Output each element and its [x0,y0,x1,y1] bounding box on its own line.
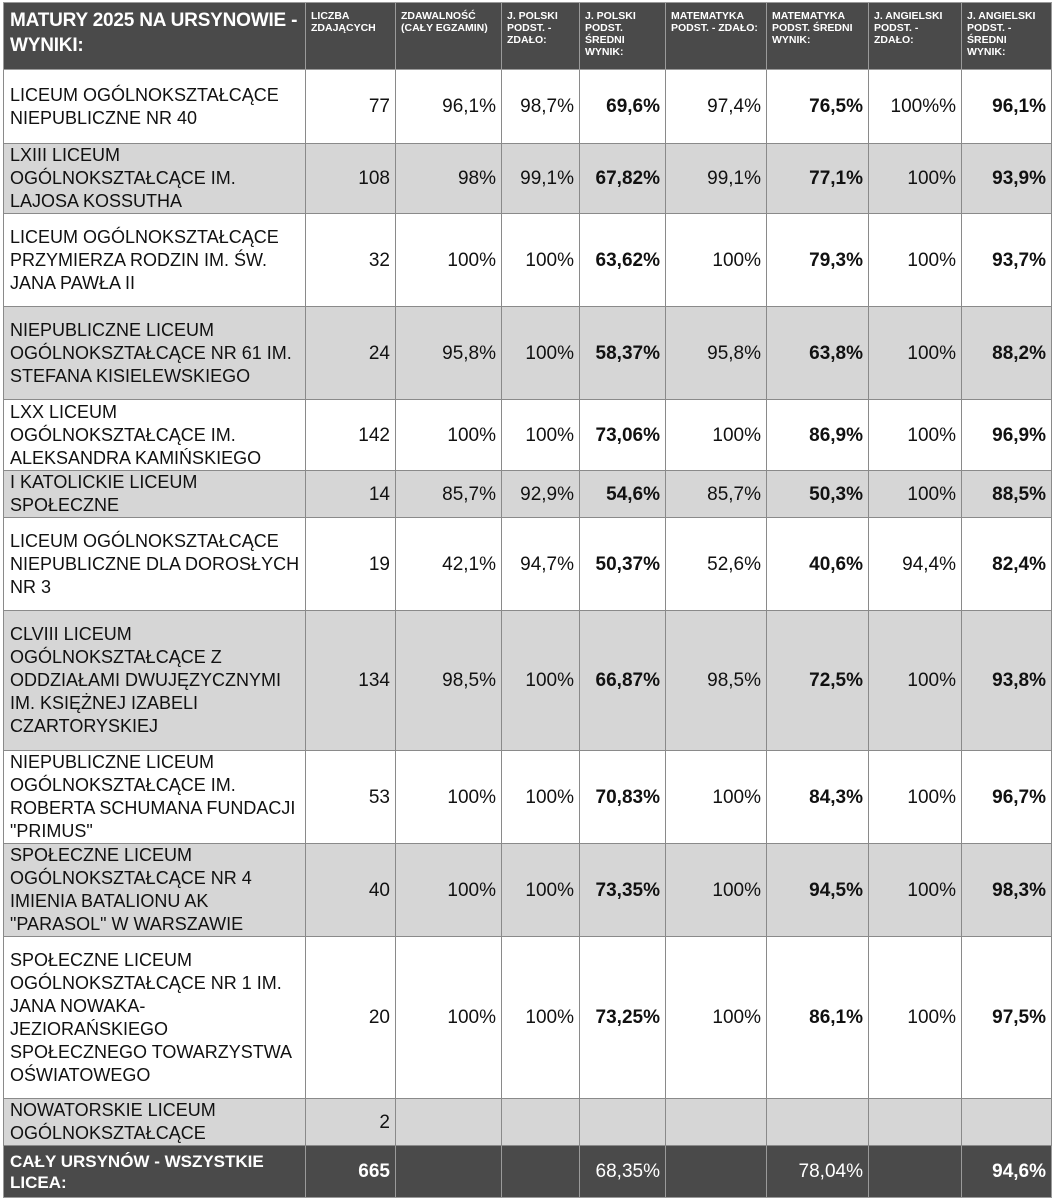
polish-pass: 100% [502,844,580,937]
polish-avg: 63,62% [580,214,666,307]
math-pass: 52,6% [666,518,767,611]
student-count: 20 [306,937,396,1099]
table-row [4,307,1052,400]
english-avg: 82,4% [962,518,1052,611]
pass-rate: 100% [396,400,502,471]
table-row [4,937,1052,1099]
pass-rate: 95,8% [396,307,502,400]
english-avg: 98,3% [962,844,1052,937]
english-avg [962,1099,1052,1146]
student-count: 134 [306,611,396,751]
total-count: 665 [306,1146,396,1198]
polish-pass [502,1099,580,1146]
english-avg: 96,1% [962,70,1052,144]
pass-rate: 98% [396,144,502,214]
total-pass-rate [396,1146,502,1198]
school-name: LICEUM OGÓLNOKSZTAŁCĄCE PRZYMIERZA RODZIN IM. ŚW. JANA PAWŁA II [4,214,306,307]
school-name: LICEUM OGÓLNOKSZTAŁCĄCE NIEPUBLICZNE NR 40 [4,70,306,144]
student-count: 108 [306,144,396,214]
english-pass: 100% [869,144,962,214]
student-count: 14 [306,471,396,518]
math-avg: 50,3% [767,471,869,518]
english-pass: 100% [869,214,962,307]
school-name: NIEPUBLICZNE LICEUM OGÓLNOKSZTAŁCĄCE IM. ROBERTA SCHUMANA FUNDACJI "PRIMUS" [4,751,306,844]
polish-pass: 100% [502,937,580,1099]
school-name: LXIII LICEUM OGÓLNOKSZTAŁCĄCE IM. LAJOSA KOSSUTHA [4,144,306,214]
math-pass: 100% [666,937,767,1099]
school-name: LICEUM OGÓLNOKSZTAŁCĄCE NIEPUBLICZNE DLA DOROSŁYCH NR 3 [4,518,306,611]
student-count: 53 [306,751,396,844]
table-row [4,611,1052,751]
english-pass: 100% [869,307,962,400]
polish-avg: 73,35% [580,844,666,937]
pass-rate: 100% [396,214,502,307]
column-header-math-pass: MATEMATYKA PODST. - ZDAŁO: [666,3,767,70]
english-avg: 88,5% [962,471,1052,518]
total-math-pass [666,1146,767,1198]
school-name: LXX LICEUM OGÓLNOKSZTAŁCĄCE IM. ALEKSANDRA KAMIŃSKIEGO [4,400,306,471]
table-row [4,70,1052,144]
english-pass: 100%% [869,70,962,144]
total-row [4,1146,1052,1198]
column-header-english-pass: J. ANGIELSKI PODST. - ZDAŁO: [869,3,962,70]
polish-pass: 100% [502,751,580,844]
school-name: NIEPUBLICZNE LICEUM OGÓLNOKSZTAŁCĄCE NR 61 IM. STEFANA KISIELEWSKIEGO [4,307,306,400]
pass-rate [396,1099,502,1146]
table-row [4,471,1052,518]
math-avg: 72,5% [767,611,869,751]
polish-pass: 92,9% [502,471,580,518]
total-math-avg: 78,04% [767,1146,869,1198]
column-header-polish-pass: J. POLSKI PODST. - ZDAŁO: [502,3,580,70]
column-header-pass-rate: ZDAWALNOŚĆ (CAŁY EGZAMIN) [396,3,502,70]
student-count: 142 [306,400,396,471]
pass-rate: 100% [396,937,502,1099]
pass-rate: 100% [396,751,502,844]
math-pass: 85,7% [666,471,767,518]
math-pass: 97,4% [666,70,767,144]
english-avg: 96,9% [962,400,1052,471]
english-pass: 100% [869,471,962,518]
column-header-math-avg: MATEMATYKA PODST. ŚREDNI WYNIK: [767,3,869,70]
school-name: CLVIII LICEUM OGÓLNOKSZTAŁCĄCE Z ODDZIAŁAMI DWUJĘZYCZNYMI IM. KSIĘŻNEJ IZABELI CZARTORYSKIEJ [4,611,306,751]
english-avg: 93,9% [962,144,1052,214]
polish-pass: 100% [502,307,580,400]
pass-rate: 98,5% [396,611,502,751]
column-header-count: LICZBA ZDAJĄCYCH [306,3,396,70]
math-avg: 79,3% [767,214,869,307]
total-english-pass [869,1146,962,1198]
column-header-english-avg: J. ANGIELSKI PODST. - ŚREDNI WYNIK: [962,3,1052,70]
pass-rate: 85,7% [396,471,502,518]
table-row [4,144,1052,214]
table-row [4,844,1052,937]
total-polish-avg: 68,35% [580,1146,666,1198]
english-pass: 94,4% [869,518,962,611]
pass-rate: 100% [396,844,502,937]
school-name: NOWATORSKIE LICEUM OGÓLNOKSZTAŁCĄCE [4,1099,306,1146]
polish-pass: 100% [502,611,580,751]
english-pass: 100% [869,937,962,1099]
table-row [4,214,1052,307]
math-avg: 94,5% [767,844,869,937]
student-count: 24 [306,307,396,400]
polish-pass: 100% [502,400,580,471]
math-avg [767,1099,869,1146]
results-sheet [3,2,1052,1198]
math-avg: 63,8% [767,307,869,400]
math-pass [666,1099,767,1146]
english-pass: 100% [869,611,962,751]
math-pass: 98,5% [666,611,767,751]
pass-rate: 42,1% [396,518,502,611]
english-pass: 100% [869,844,962,937]
student-count: 32 [306,214,396,307]
student-count: 77 [306,70,396,144]
english-avg: 97,5% [962,937,1052,1099]
polish-avg: 54,6% [580,471,666,518]
polish-pass: 100% [502,214,580,307]
school-name: SPOŁECZNE LICEUM OGÓLNOKSZTAŁCĄCE NR 4 IMIENIA BATALIONU AK "PARASOL" W WARSZAWIE [4,844,306,937]
school-name: SPOŁECZNE LICEUM OGÓLNOKSZTAŁCĄCE NR 1 IM. JANA NOWAKA-JEZIORAŃSKIEGO SPOŁECZNEGO TOWARZYSTWA OŚWIATOWEGO [4,937,306,1099]
total-label: CAŁY URSYNÓW - WSZYSTKIE LICEA: [4,1146,306,1198]
polish-pass: 99,1% [502,144,580,214]
results-table [3,2,1052,1198]
math-pass: 95,8% [666,307,767,400]
total-english-avg: 94,6% [962,1146,1052,1198]
math-pass: 100% [666,400,767,471]
math-avg: 76,5% [767,70,869,144]
math-avg: 86,1% [767,937,869,1099]
english-pass: 100% [869,400,962,471]
math-avg: 40,6% [767,518,869,611]
polish-pass: 98,7% [502,70,580,144]
student-count: 40 [306,844,396,937]
math-pass: 100% [666,844,767,937]
english-avg: 93,8% [962,611,1052,751]
polish-avg: 66,87% [580,611,666,751]
polish-pass: 94,7% [502,518,580,611]
math-avg: 84,3% [767,751,869,844]
column-header-polish-avg: J. POLSKI PODST. ŚREDNI WYNIK: [580,3,666,70]
math-pass: 100% [666,751,767,844]
polish-avg: 50,37% [580,518,666,611]
table-row [4,400,1052,471]
polish-avg: 70,83% [580,751,666,844]
pass-rate: 96,1% [396,70,502,144]
math-pass: 99,1% [666,144,767,214]
math-avg: 86,9% [767,400,869,471]
table-row [4,518,1052,611]
polish-avg [580,1099,666,1146]
english-avg: 96,7% [962,751,1052,844]
polish-avg: 58,37% [580,307,666,400]
header-row [4,3,1052,70]
total-polish-pass [502,1146,580,1198]
english-pass [869,1099,962,1146]
polish-avg: 67,82% [580,144,666,214]
student-count: 19 [306,518,396,611]
table-row [4,1099,1052,1146]
english-avg: 93,7% [962,214,1052,307]
english-avg: 88,2% [962,307,1052,400]
student-count: 2 [306,1099,396,1146]
table-row [4,751,1052,844]
table-title: MATURY 2025 NA URSYNOWIE - WYNIKI: [4,3,306,70]
school-name: I KATOLICKIE LICEUM SPOŁECZNE [4,471,306,518]
polish-avg: 73,25% [580,937,666,1099]
math-avg: 77,1% [767,144,869,214]
polish-avg: 73,06% [580,400,666,471]
polish-avg: 69,6% [580,70,666,144]
english-pass: 100% [869,751,962,844]
math-pass: 100% [666,214,767,307]
